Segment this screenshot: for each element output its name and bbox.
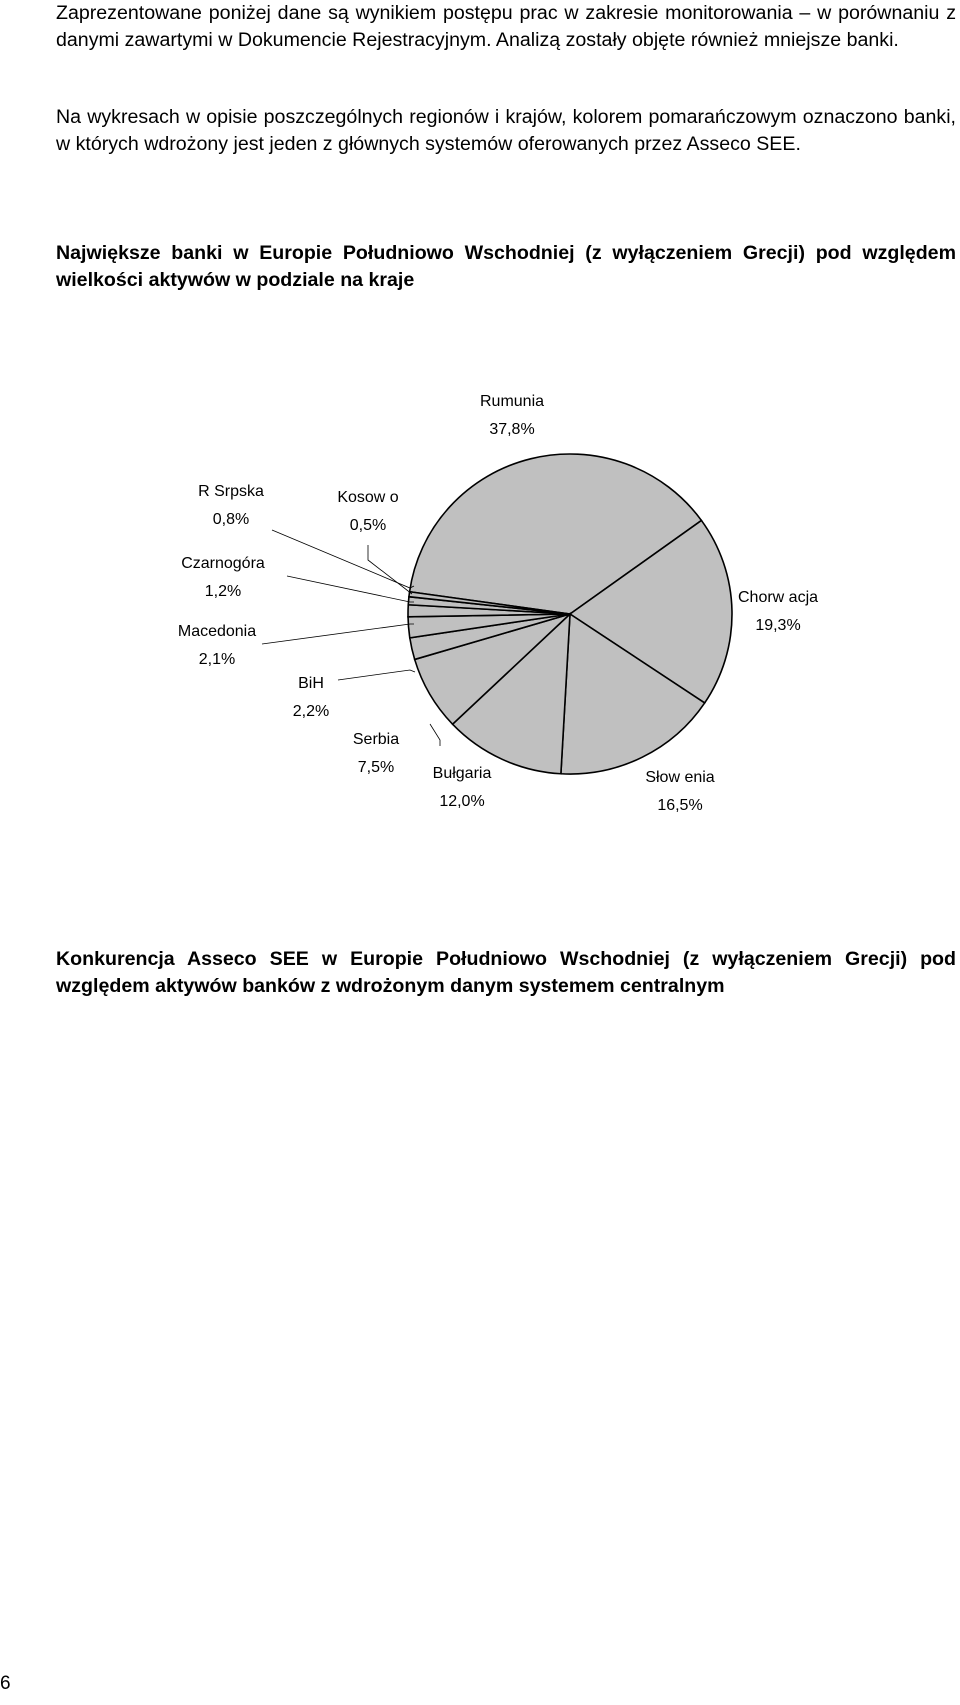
slice-label-value-czarnogóra: 1,2% xyxy=(204,583,242,600)
slice-label-name-serbia: Serbia xyxy=(352,731,400,748)
slice-label-name-rsrpska: R Srpska xyxy=(198,483,264,500)
slice-label-name-czarnogóra: Czarnogóra xyxy=(181,555,265,572)
slice-label-name-rumunia: Rumunia xyxy=(479,393,545,410)
slice-label-name-bih: BiH xyxy=(298,675,324,692)
page-number: 6 xyxy=(0,1673,11,1694)
leader-line-macedonia xyxy=(262,624,414,644)
slice-label-name-kosowo: Kosow o xyxy=(337,489,399,506)
slice-label-name-bułgaria: Bułgaria xyxy=(432,765,492,782)
slice-label-name-chorwacja: Chorw acja xyxy=(737,589,819,606)
slice-label-value-serbia: 7,5% xyxy=(357,759,395,776)
section-heading-country-assets: Największe banki w Europie Południowo Wschodniej (z wyłączeniem Grecji) pod względem wielkości aktywów w podziale na kraje xyxy=(56,242,956,291)
pie-chart-country-assets xyxy=(0,380,960,840)
leader-line-czarnogóra xyxy=(287,576,414,602)
slice-label-value-bih: 2,2% xyxy=(292,703,330,720)
slice-label-value-bułgaria: 12,0% xyxy=(439,793,485,810)
slice-label-value-słowenia: 16,5% xyxy=(657,797,703,814)
section-heading-competition: Konkurencja Asseco SEE w Europie Południowo Wschodniej (z wyłączeniem Grecji) pod względem aktywów banków z wdrożonym danym systemem centralnym xyxy=(56,948,956,997)
slice-label-value-chorwacja: 19,3% xyxy=(755,617,801,634)
slice-label-name-macedonia: Macedonia xyxy=(177,623,257,640)
leader-line-kosowo xyxy=(368,545,412,594)
slice-label-value-kosowo: 0,5% xyxy=(349,517,387,534)
intro-paragraph-2: Na wykresach w opisie poszczególnych regionów i krajów, kolorem pomarańczowym oznaczono banki, w których wdrożony jest jeden z głównych systemów oferowanych przez Asseco SEE. xyxy=(56,106,956,155)
slice-label-value-macedonia: 2,1% xyxy=(198,651,236,668)
slice-label-name-słowenia: Słow enia xyxy=(645,769,715,786)
leader-line-serbia xyxy=(430,724,440,746)
leader-line-bih xyxy=(338,670,415,680)
slice-label-value-rsrpska: 0,8% xyxy=(212,511,250,528)
slice-label-value-rumunia: 37,8% xyxy=(489,421,535,438)
intro-paragraph-1: Zaprezentowane poniżej dane są wynikiem postępu prac w zakresie monitorowania – w porównaniu z danymi zawartymi w Dokumencie Rejestracyjnym. Analizą zostały objęte również mniejsze banki. xyxy=(56,2,956,51)
